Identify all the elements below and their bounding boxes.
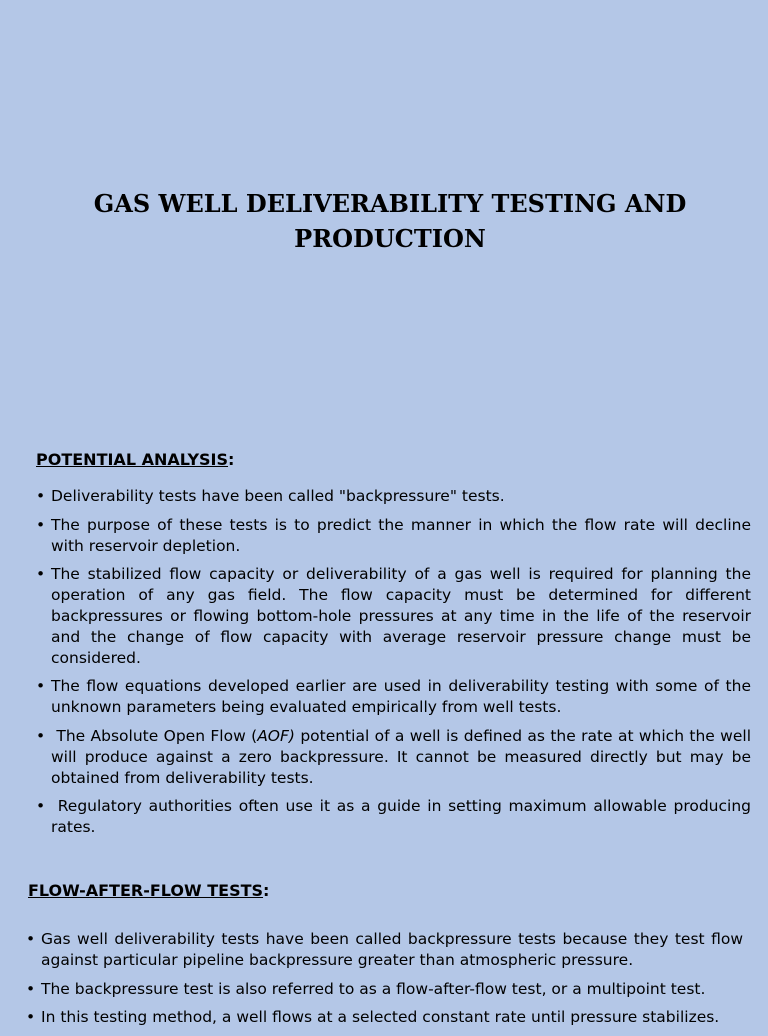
potential-analysis-list [51,486,756,846]
section-heading-text: FLOW-AFTER-FLOW TESTS [28,881,264,900]
list-item [51,676,751,718]
section-heading-text: POTENTIAL ANALYSIS [36,450,229,469]
list-item-text: The purpose of these tests is to predict the manner in which the flow rate will decline with reservoir depletion. [51,515,751,555]
list-item-text: potential of a well is defined as the rate at which the well will produce against a zero backpressure. It cannot be measured directly but may be obtained from deliverability tests. [51,726,756,787]
list-item [41,979,743,1000]
list-item [51,796,756,838]
list-item-text: Deliverability tests have been called "backpressure" tests. [51,487,505,505]
section-heading-colon: : [263,881,270,900]
list-item [41,1007,743,1028]
list-item [51,726,756,788]
flow-after-flow-list [41,929,743,1036]
aof-abbreviation: AOF) [257,726,295,745]
list-item-text: The backpressure test is also referred to as a flow-after-flow test, or a multipoint test. [41,979,706,998]
list-item [51,564,751,668]
list-item-text: The Absolute Open Flow ( [51,726,258,745]
document-title: GAS WELL DELIVERABILITY TESTING AND PRODUCTION [93,189,687,253]
list-item-text: The flow equations developed earlier are used in deliverability testing with some of the unknown parameters being evaluated empirically from well tests. [51,677,751,717]
section-heading-potential-analysis [36,450,234,470]
list-item [41,929,743,971]
list-item-text: In this testing method, a well flows at a selected constant rate until pressure stabilizes. [41,1008,720,1027]
list-item [51,486,751,507]
list-item-text: Regulatory authorities often use it as a guide in setting maximum allowable producing rates. [51,797,756,837]
section-heading-flow-after-flow [28,881,269,901]
section-heading-colon: : [228,450,235,469]
list-item-text: The stabilized flow capacity or deliverability of a gas well is required for planning the operation of any gas field. The flow capacity must be determined for different backpressures or flowing bottom-hole pressures at any time in the life of the reservoir and the change of flow capacity with average reservoir pressure change must be considered. [51,565,751,667]
list-item [51,515,751,557]
list-item-text: Gas well deliverability tests have been called backpressure tests because they test flow against particular pipeline backpressure greater than atmospheric pressure. [41,930,743,969]
